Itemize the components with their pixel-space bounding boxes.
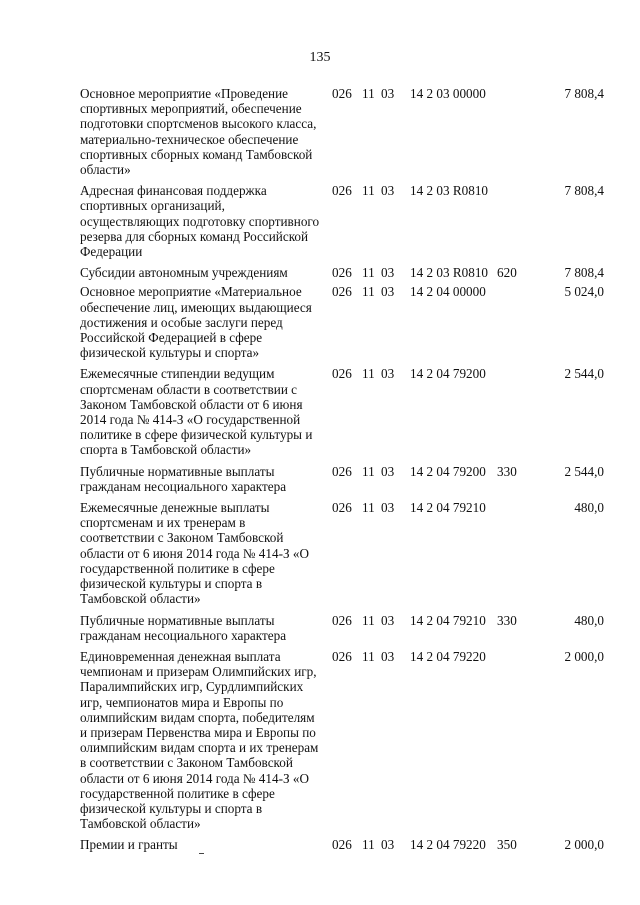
target-article-code: 14 2 03 R0810 xyxy=(410,265,489,281)
ministry-code: 026 xyxy=(332,366,352,382)
target-article-code: 14 2 03 00000 xyxy=(410,86,486,101)
table-row xyxy=(0,284,640,360)
ministry-code: 026 xyxy=(332,648,352,664)
subsection-code: 03 xyxy=(381,183,395,199)
row-description: Ежемесячные стипендии ведущим спортсменам области в соответствии с Законом Тамбовской области от 6 июня 2014 года № 414-З «О государственной политике в сфере физической культуры и спорта в Тамбовской области» xyxy=(80,366,313,458)
row-description: Основное мероприятие «Проведение спортивных мероприятий, обеспечение подготовки спортсменов высокого класса, материально-техническое обеспечение спортивных сборных команд Тамбовской области» xyxy=(80,86,317,178)
amount: 2 544,0 xyxy=(564,463,604,479)
row-description: Публичные нормативные выплаты гражданам несоциального характера xyxy=(80,612,287,643)
ministry-code: 026 xyxy=(332,265,352,281)
target-article-code: 14 2 04 00000 xyxy=(410,284,486,300)
subsection-code: 03 xyxy=(381,500,395,516)
ministry-code: 026 xyxy=(332,284,352,300)
section-code: 11 xyxy=(362,648,375,664)
section-code: 11 xyxy=(362,463,375,479)
row-description: Премии и гранты xyxy=(80,837,178,853)
table-row xyxy=(0,265,640,280)
subsection-code: 03 xyxy=(381,366,395,382)
table-row xyxy=(0,613,640,643)
amount: 2 000,0 xyxy=(564,837,604,853)
amount: 2 000,0 xyxy=(564,648,604,664)
expense-type-code: 330 xyxy=(497,612,517,628)
expense-type-code: 350 xyxy=(497,837,517,853)
amount: 480,0 xyxy=(574,500,604,516)
amount: 7 808,4 xyxy=(564,86,604,101)
target-article-code: 14 2 04 79210 xyxy=(410,612,486,628)
target-article-code: 14 2 04 79200 xyxy=(410,463,486,479)
ministry-code: 026 xyxy=(332,837,352,853)
table-row xyxy=(0,500,640,606)
budget-table xyxy=(0,86,640,859)
subsection-code: 03 xyxy=(381,463,395,479)
row-description: Ежемесячные денежные выплаты спортсменам и их тренерам в соответствии с Законом Тамбовской области от 6 июня 2014 года № 414-З «О государственной политике в сфере физической культуры и спорта в Тамбовской области» xyxy=(80,500,309,607)
subsection-code: 03 xyxy=(381,86,395,101)
subsection-code: 03 xyxy=(381,648,395,664)
ministry-code: 026 xyxy=(332,86,352,101)
row-description: Субсидии автономным учреждениям xyxy=(80,265,288,281)
row-description: Публичные нормативные выплаты гражданам несоциального характера xyxy=(80,463,287,494)
ministry-code: 026 xyxy=(332,463,352,479)
target-article-code: 14 2 04 79220 xyxy=(410,648,486,664)
amount: 480,0 xyxy=(574,612,604,628)
table-row xyxy=(0,86,640,177)
target-article-code: 14 2 04 79200 xyxy=(410,366,486,382)
section-code: 11 xyxy=(362,265,375,281)
amount: 5 024,0 xyxy=(564,284,604,300)
row-description: Адресная финансовая поддержка спортивных организаций, осуществляющих подготовку спортивного резерва для сборных команд Российской Федерации xyxy=(80,183,320,260)
row-description: Основное мероприятие «Материальное обеспечение лиц, имеющих выдающиеся достижения и особые заслуги перед Российской Федерацией в сфере физической культуры и спорта» xyxy=(80,284,312,361)
section-code: 11 xyxy=(362,837,375,853)
table-row xyxy=(0,464,640,494)
amount: 2 544,0 xyxy=(564,366,604,382)
subsection-code: 03 xyxy=(381,837,395,853)
page-number: 135 xyxy=(309,50,331,65)
ministry-code: 026 xyxy=(332,500,352,516)
table-row xyxy=(0,366,640,457)
target-article-code: 14 2 04 79210 xyxy=(410,500,486,516)
ministry-code: 026 xyxy=(332,612,352,628)
target-article-code: 14 2 03 R0810 xyxy=(410,183,489,199)
table-row xyxy=(0,649,640,831)
subsection-code: 03 xyxy=(381,612,395,628)
row-description: Единовременная денежная выплата чемпионам и призерам Олимпийских игр, Паралимпийских игр, Сурдлимпийских игр, чемпионатов мира и Европы по олимпийским видам спорта, победителям и призерам Первенства мира и Европы по олимпийским видам спорта и их тренерам в соответствии с Законом Тамбовской области от 6 июня 2014 года № 414-З «О государственной политике в сфере физической культуры и спорта в Тамбовской области» xyxy=(80,648,319,832)
ministry-code: 026 xyxy=(332,183,352,199)
table-row xyxy=(0,183,640,259)
section-code: 11 xyxy=(362,86,375,101)
subsection-code: 03 xyxy=(381,284,395,300)
amount: 7 808,4 xyxy=(564,265,604,281)
expense-type-code: 330 xyxy=(497,463,517,479)
expense-type-code: 620 xyxy=(497,265,517,281)
target-article-code: 14 2 04 79220 xyxy=(410,837,486,853)
section-code: 11 xyxy=(362,183,375,199)
amount: 7 808,4 xyxy=(564,183,604,199)
section-code: 11 xyxy=(362,500,375,516)
subsection-code: 03 xyxy=(381,265,395,281)
section-code: 11 xyxy=(362,366,375,382)
section-code: 11 xyxy=(362,612,375,628)
section-code: 11 xyxy=(362,284,375,300)
table-row xyxy=(0,837,640,852)
scan-speck xyxy=(199,853,204,854)
